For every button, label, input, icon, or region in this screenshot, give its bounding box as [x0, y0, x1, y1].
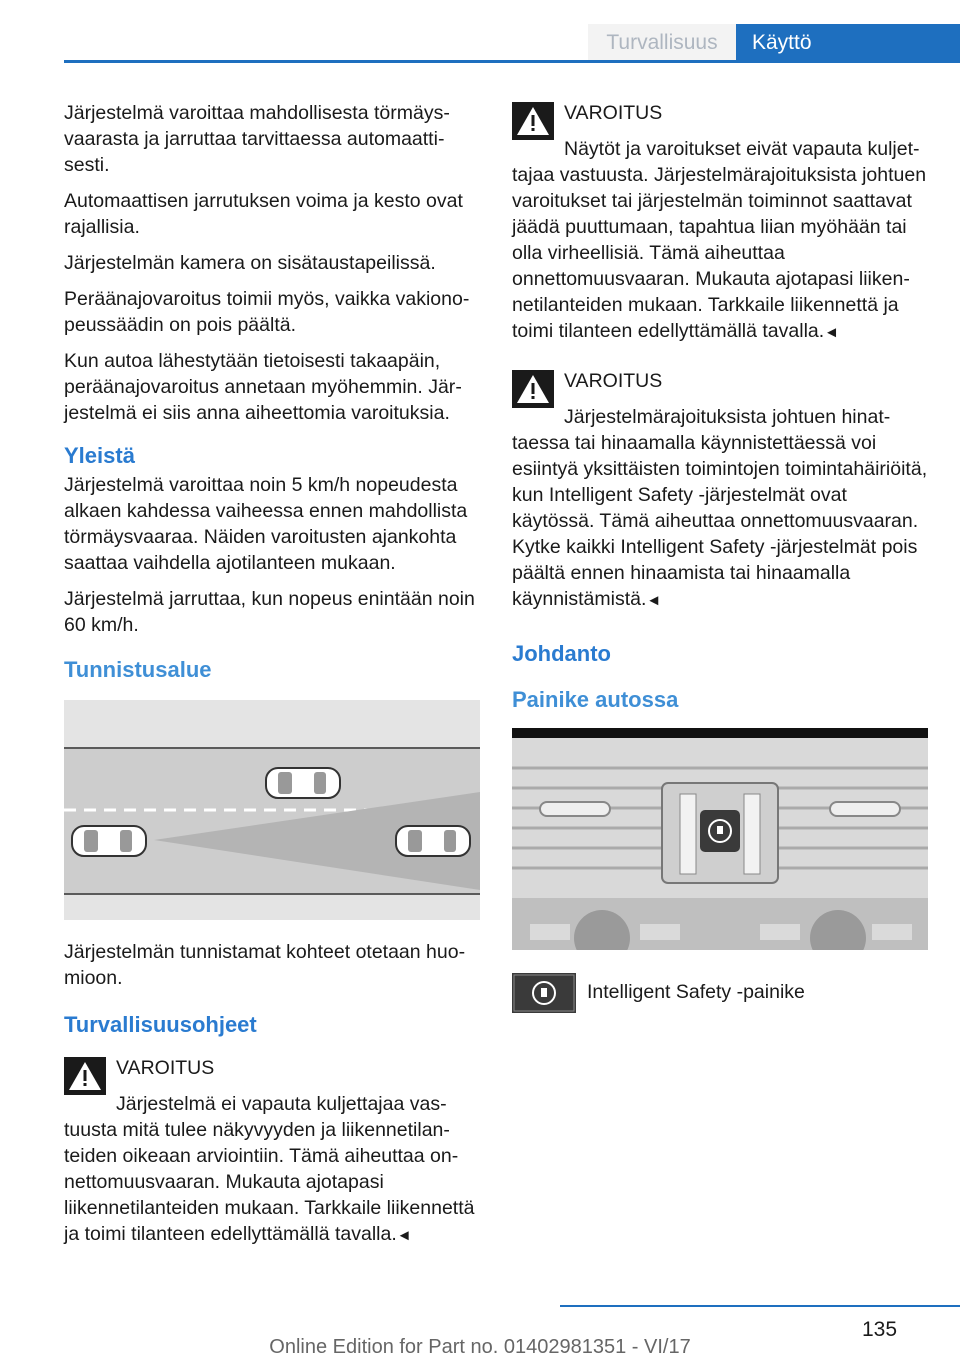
heading-general: Yleistä — [64, 443, 135, 468]
warning-title: VAROITUS — [564, 102, 663, 124]
warning-title: VAROITUS — [564, 370, 663, 392]
warning-text: Näytöt ja varoitukset eivät vapauta kuljettajaa vastuusta. Järjestelmärajoituksista johtuen varoitukset tai järjestelmän toiminnot saattavat jäädä puuttumaan, tapahtua liian myöhään tai olla virheellisiä. Tämä aiheuttaa onnettomuusvaaran. Mukauta ajotapasi liikennetilanteiden mukaan. Tarkkaile liikennettä ja toimi tilanteen edellyttämällä tavalla.◄ — [512, 138, 927, 342]
car-icon — [266, 768, 340, 798]
paragraph: Järjestelmän kamera on sisätaustapeilissä. — [64, 252, 436, 274]
warning-icon — [512, 102, 554, 140]
paragraph: Automaattisen jarrutuksen voima ja kesto ovat rajallisia. — [64, 190, 463, 238]
paragraph: Järjestelmä jarruttaa, kun nopeus enintään noin 60 km/h. — [64, 588, 475, 636]
left-column — [64, 100, 482, 1271]
intelligent-safety-button-icon — [512, 973, 576, 1013]
end-mark: ◄ — [824, 324, 840, 341]
heading-introduction: Johdanto — [512, 641, 611, 666]
right-column — [512, 100, 930, 1019]
paragraph: Kun autoa lähestytään tietoisesti takaapäin, peräänajovaroitus annetaan myöhemmin. Järjestelmä ei siis anna aiheettomia varoituksia. — [64, 350, 462, 424]
detection-area-illustration — [64, 700, 482, 927]
heading-safety-instructions: Turvallisuusohjeet — [64, 1012, 257, 1037]
chapter-tab: Käyttö — [736, 24, 960, 60]
heading-button-in-car: Painike autossa — [512, 687, 679, 712]
console-button-photo — [512, 728, 930, 957]
warning-text: Järjestelmä ei vapauta kuljettajaa vastuusta mitä tulee näkyvyyden ja liikennetilanteiden oikeaan arviointiin. Tämä aiheuttaa onnettomuusvaaran. Mukauta ajotapasi liikennetilanteiden mukaan. Tarkkaile liikennettä ja toimi tilanteen edellyttämällä tavalla.◄ — [64, 1093, 475, 1245]
end-mark: ◄ — [396, 1227, 412, 1244]
warning-icon — [512, 370, 554, 408]
button-legend — [512, 979, 930, 1019]
warning-icon — [64, 1057, 106, 1095]
warning-title: VAROITUS — [116, 1057, 215, 1079]
section-tab: Turvallisuus — [588, 24, 736, 60]
end-mark: ◄ — [646, 592, 662, 609]
heading-detection-area: Tunnistusalue — [64, 657, 212, 682]
paragraph: Järjestelmä varoittaa mahdollisesta törmäysvaarasta ja jarruttaa tarvittaessa automaattisesti. — [64, 102, 450, 176]
page-number: 135 — [862, 1318, 898, 1341]
warning-block — [512, 100, 930, 346]
warning-text: Järjestelmärajoituksista johtuen hinattaessa tai hinaamalla käynnistettäessä voi esiintyä yksittäisten toimintojen toimintahäiriöitä, kun Intelligent Safety -järjestelmät ovat käytössä. Tämä aiheuttaa onnettomuusvaaran. Kytke kaikki Intelligent Safety -järjestelmät pois päältä ennen hinaamista tai hinaamalla käynnistämistä.◄ — [512, 406, 928, 610]
header-rule — [64, 60, 960, 63]
button-label: Intelligent Safety -painike — [587, 981, 805, 1003]
edition-footer: Online Edition for Part no. 01402981351 - VI/17 — [269, 1336, 691, 1358]
warning-block — [64, 1055, 482, 1249]
figure-caption: Järjestelmän tunnistamat kohteet otetaan huomioon. — [64, 941, 466, 989]
car-icon — [396, 826, 470, 856]
car-icon — [72, 826, 146, 856]
paragraph: Järjestelmä varoittaa noin 5 km/h nopeudesta alkaen kahdessa vaiheessa ennen mahdollista törmäysvaaraa. Näiden varoitusten ajankohta saattaa vaihdella ajotilanteen mukaan. — [64, 474, 468, 574]
footer-rule — [560, 1305, 960, 1307]
paragraph: Peräänajovaroitus toimii myös, vaikka vakionopeussäädin on pois päältä. — [64, 288, 470, 336]
warning-block — [512, 368, 930, 614]
intelligent-safety-icon — [700, 810, 740, 852]
